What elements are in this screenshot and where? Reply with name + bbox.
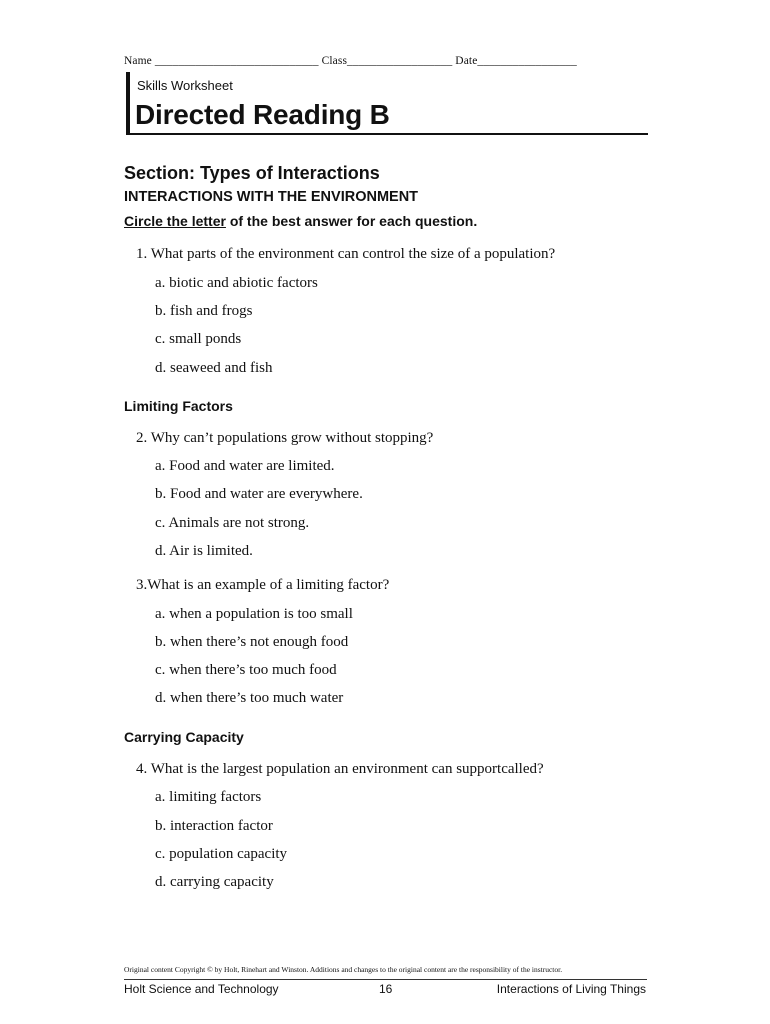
question-4-option-b[interactable]: b. interaction factor <box>155 818 273 834</box>
instructions-text: of the best answer for each question. <box>225 213 478 229</box>
question-1-option-a[interactable]: a. biotic and abiotic factors <box>155 275 318 291</box>
page-title: Directed Reading B <box>135 99 390 130</box>
subheading-limiting-factors: Limiting Factors <box>124 398 233 414</box>
question-3-option-a[interactable]: a. when a population is too small <box>155 606 353 622</box>
question-4: 4. What is the largest population an environment can supportcalled? <box>136 761 544 777</box>
question-2: 2. Why can’t populations grow without stopping? <box>136 430 434 446</box>
question-2-option-a[interactable]: a. Food and water are limited. <box>155 458 335 474</box>
question-4-option-a[interactable]: a. limiting factors <box>155 789 262 805</box>
question-3: 3.What is an example of a limiting factor? <box>136 577 390 593</box>
subheading-carrying-capacity: Carrying Capacity <box>124 729 244 745</box>
footer-publisher: Holt Science and Technology <box>124 982 279 996</box>
question-1-option-c[interactable]: c. small ponds <box>155 331 242 347</box>
question-3-option-c[interactable]: c. when there’s too much food <box>155 662 337 678</box>
question-4-option-d[interactable]: d. carrying capacity <box>155 874 274 890</box>
worksheet-label: Skills Worksheet <box>137 78 233 93</box>
name-class-date-line: Name ____________________________ Class__________________ Date_________________ <box>124 55 577 67</box>
copyright-notice: Original content Copyright © by Holt, Rinehart and Winston. Additions and changes to the original content are the responsibility of the instructor. <box>124 965 563 974</box>
question-2-option-b[interactable]: b. Food and water are everywhere. <box>155 486 363 502</box>
section-subtitle: INTERACTIONS WITH THE ENVIRONMENT <box>124 189 419 205</box>
footer-rule <box>124 979 647 980</box>
title-side-bar <box>126 72 130 134</box>
question-1: 1. What parts of the environment can control the size of a population? <box>136 246 556 262</box>
question-1-option-d[interactable]: d. seaweed and fish <box>155 360 273 376</box>
page-number: 16 <box>379 982 393 996</box>
question-2-option-d[interactable]: d. Air is limited. <box>155 543 253 559</box>
title-underline-rule <box>126 133 648 135</box>
footer-chapter-title: Interactions of Living Things <box>496 982 646 996</box>
question-1-option-b[interactable]: b. fish and frogs <box>155 303 253 319</box>
question-2-option-c[interactable]: c. Animals are not strong. <box>155 515 310 531</box>
question-3-option-d[interactable]: d. when there’s too much water <box>155 690 344 706</box>
question-3-option-b[interactable]: b. when there’s not enough food <box>155 634 349 650</box>
instructions <box>124 213 477 229</box>
question-4-option-c[interactable]: c. population capacity <box>155 846 288 862</box>
section-title: Section: Types of Interactions <box>124 163 380 183</box>
instructions-emphasis: Circle the letter <box>124 213 226 229</box>
